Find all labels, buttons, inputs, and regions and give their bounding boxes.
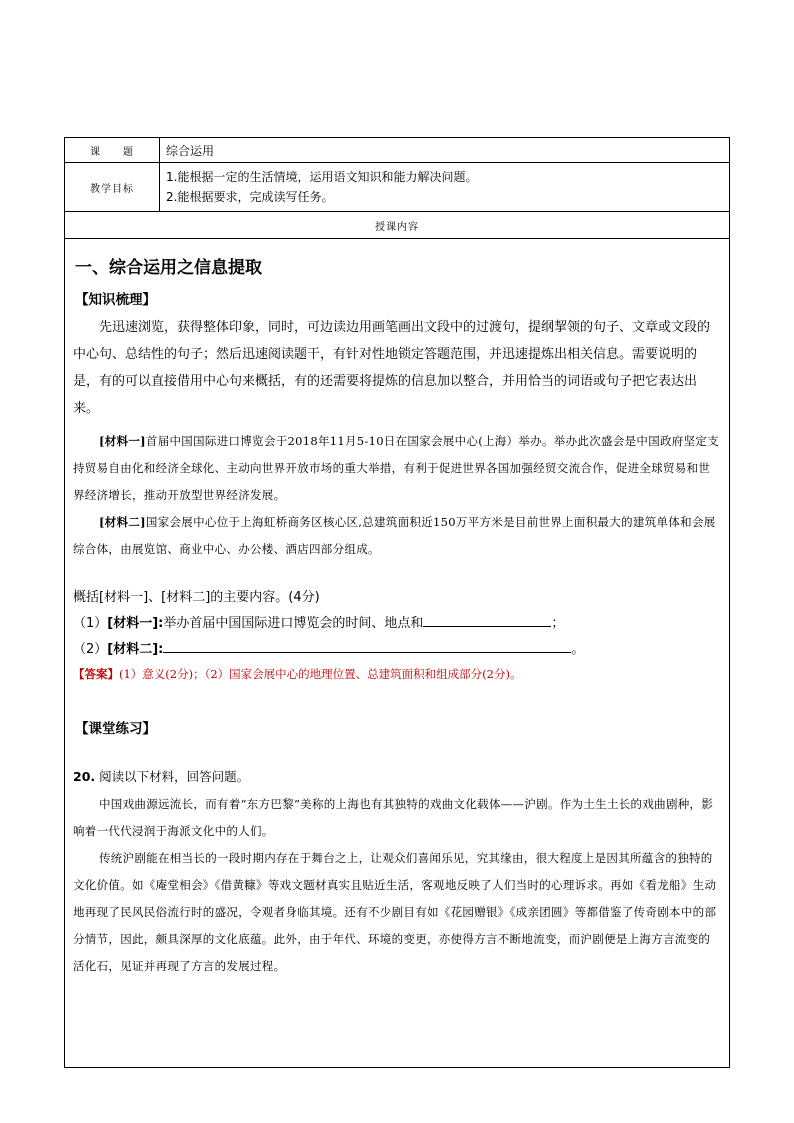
goal-list: [160, 163, 730, 212]
knowledge-title: 【知识梳理】: [75, 292, 156, 308]
goal-label: 教学目标: [65, 163, 160, 212]
material-one-label: [材料一]: [99, 434, 146, 448]
lesson-sheet: [64, 137, 730, 1068]
q1-text: 举办首届中国国际进口博览会的时间、地点和: [163, 616, 424, 631]
q2-label: [材料二]:: [107, 642, 164, 657]
question-number: 20.: [73, 769, 96, 784]
question-part-2: [73, 637, 721, 663]
material-two: [73, 509, 721, 563]
topic-value: 综合运用: [160, 138, 730, 163]
q2-prefix: （2）: [73, 642, 108, 657]
q1-blank[interactable]: [423, 612, 551, 627]
q1-label: [材料一]:: [107, 616, 164, 631]
q2-end: 。: [571, 642, 585, 657]
answer-label: 【答案】: [73, 667, 119, 681]
practice-question: [73, 767, 721, 785]
knowledge-text: 先迅速浏览，获得整体印象，同时，可边读边用画笔画出文段中的过渡句，提纲挈领的句子、文章或文段的中心句、总结性的句子；然后迅速阅读题干，有针对性地锁定答题范围，并迅速提炼出相关信息。需要说明的是，有的可以直接借用中心句来概括，有的还需要将提炼的信息加以整合，并用恰当的词语或句子把它表达出来。: [73, 320, 711, 416]
answer: [73, 663, 721, 685]
header-table: [64, 137, 730, 239]
reading-paragraph: 中国戏曲源远流长，而有着“东方巴黎”美称的上海也有其独特的戏曲文化载体——沪剧。作为土生土长的戏曲剧种，影响着一代代浸润于海派文化中的人们。: [73, 797, 714, 838]
content-area: [64, 239, 730, 1068]
section-title: 一、综合运用之信息提取: [75, 258, 262, 278]
material-one-text: 首届中国国际进口博览会于2018年11月5-10日在国家会展中心(上海）举办。举办此次盛会是中国政府坚定支持贸易自由化和经济全球化、主动向世界开放市场的重大举措，有利于促进世界各国加强经贸交流合作，促进全球贸易和世界经济增长，推动开放型世界经济发展。: [73, 434, 720, 502]
q1-end: ；: [551, 616, 565, 631]
material-two-label: [材料二]: [99, 515, 146, 529]
goal-item: 2.能根据要求，完成读写任务。: [166, 190, 334, 204]
topic-label: 课 题: [65, 138, 160, 163]
reading-paragraph: 传统沪剧能在相当长的一段时期内存在于舞台之上，让观众们喜闻乐见，究其缘由，很大程度上是因其所蕴含的独特的文化价值。如《庵堂相会》《借黄糠》等戏文题材真实且贴近生活，客观地反映了人们当时的心理诉求。再如《看龙船》生动地再现了民风民俗流行时的盛况，令观者身临其境。还有不少剧目有如《花园赠银》《成亲团圆》等都借鉴了传奇剧本中的部分情节，因此，颇具深厚的文化底蕴。此外，由于年代、环境的变更，亦使得方言不断地流变，而沪剧便是上海方言流变的活化石，见证并再现了方言的发展过程。: [73, 851, 717, 973]
question-text: 阅读以下材料，回答问题。: [99, 769, 250, 784]
practice-title: 【课堂练习】: [75, 721, 156, 737]
q1-prefix: （1）: [73, 616, 108, 631]
content-label: 授课内容: [65, 212, 730, 239]
question: 概括[材料一]、[材料二]的主要内容。(4分): [73, 590, 320, 605]
question-part-1: [73, 611, 721, 637]
q2-blank[interactable]: [163, 638, 571, 653]
material-one: [73, 428, 721, 509]
answer-text: (1）意义(2分)；（2）国家会展中心的地理位置、总建筑面积和组成部分(2分)。: [119, 667, 522, 681]
material-two-text: 国家会展中心位于上海虹桥商务区核心区,总建筑面积近150万平方米是目前世界上面积最大的建筑单体和会展综合体，由展览馆、商业中心、办公楼、酒店四部分组成。: [73, 515, 716, 556]
goal-item: 1.能根据一定的生活情境，运用语文知识和能力解决问题。: [166, 170, 478, 184]
